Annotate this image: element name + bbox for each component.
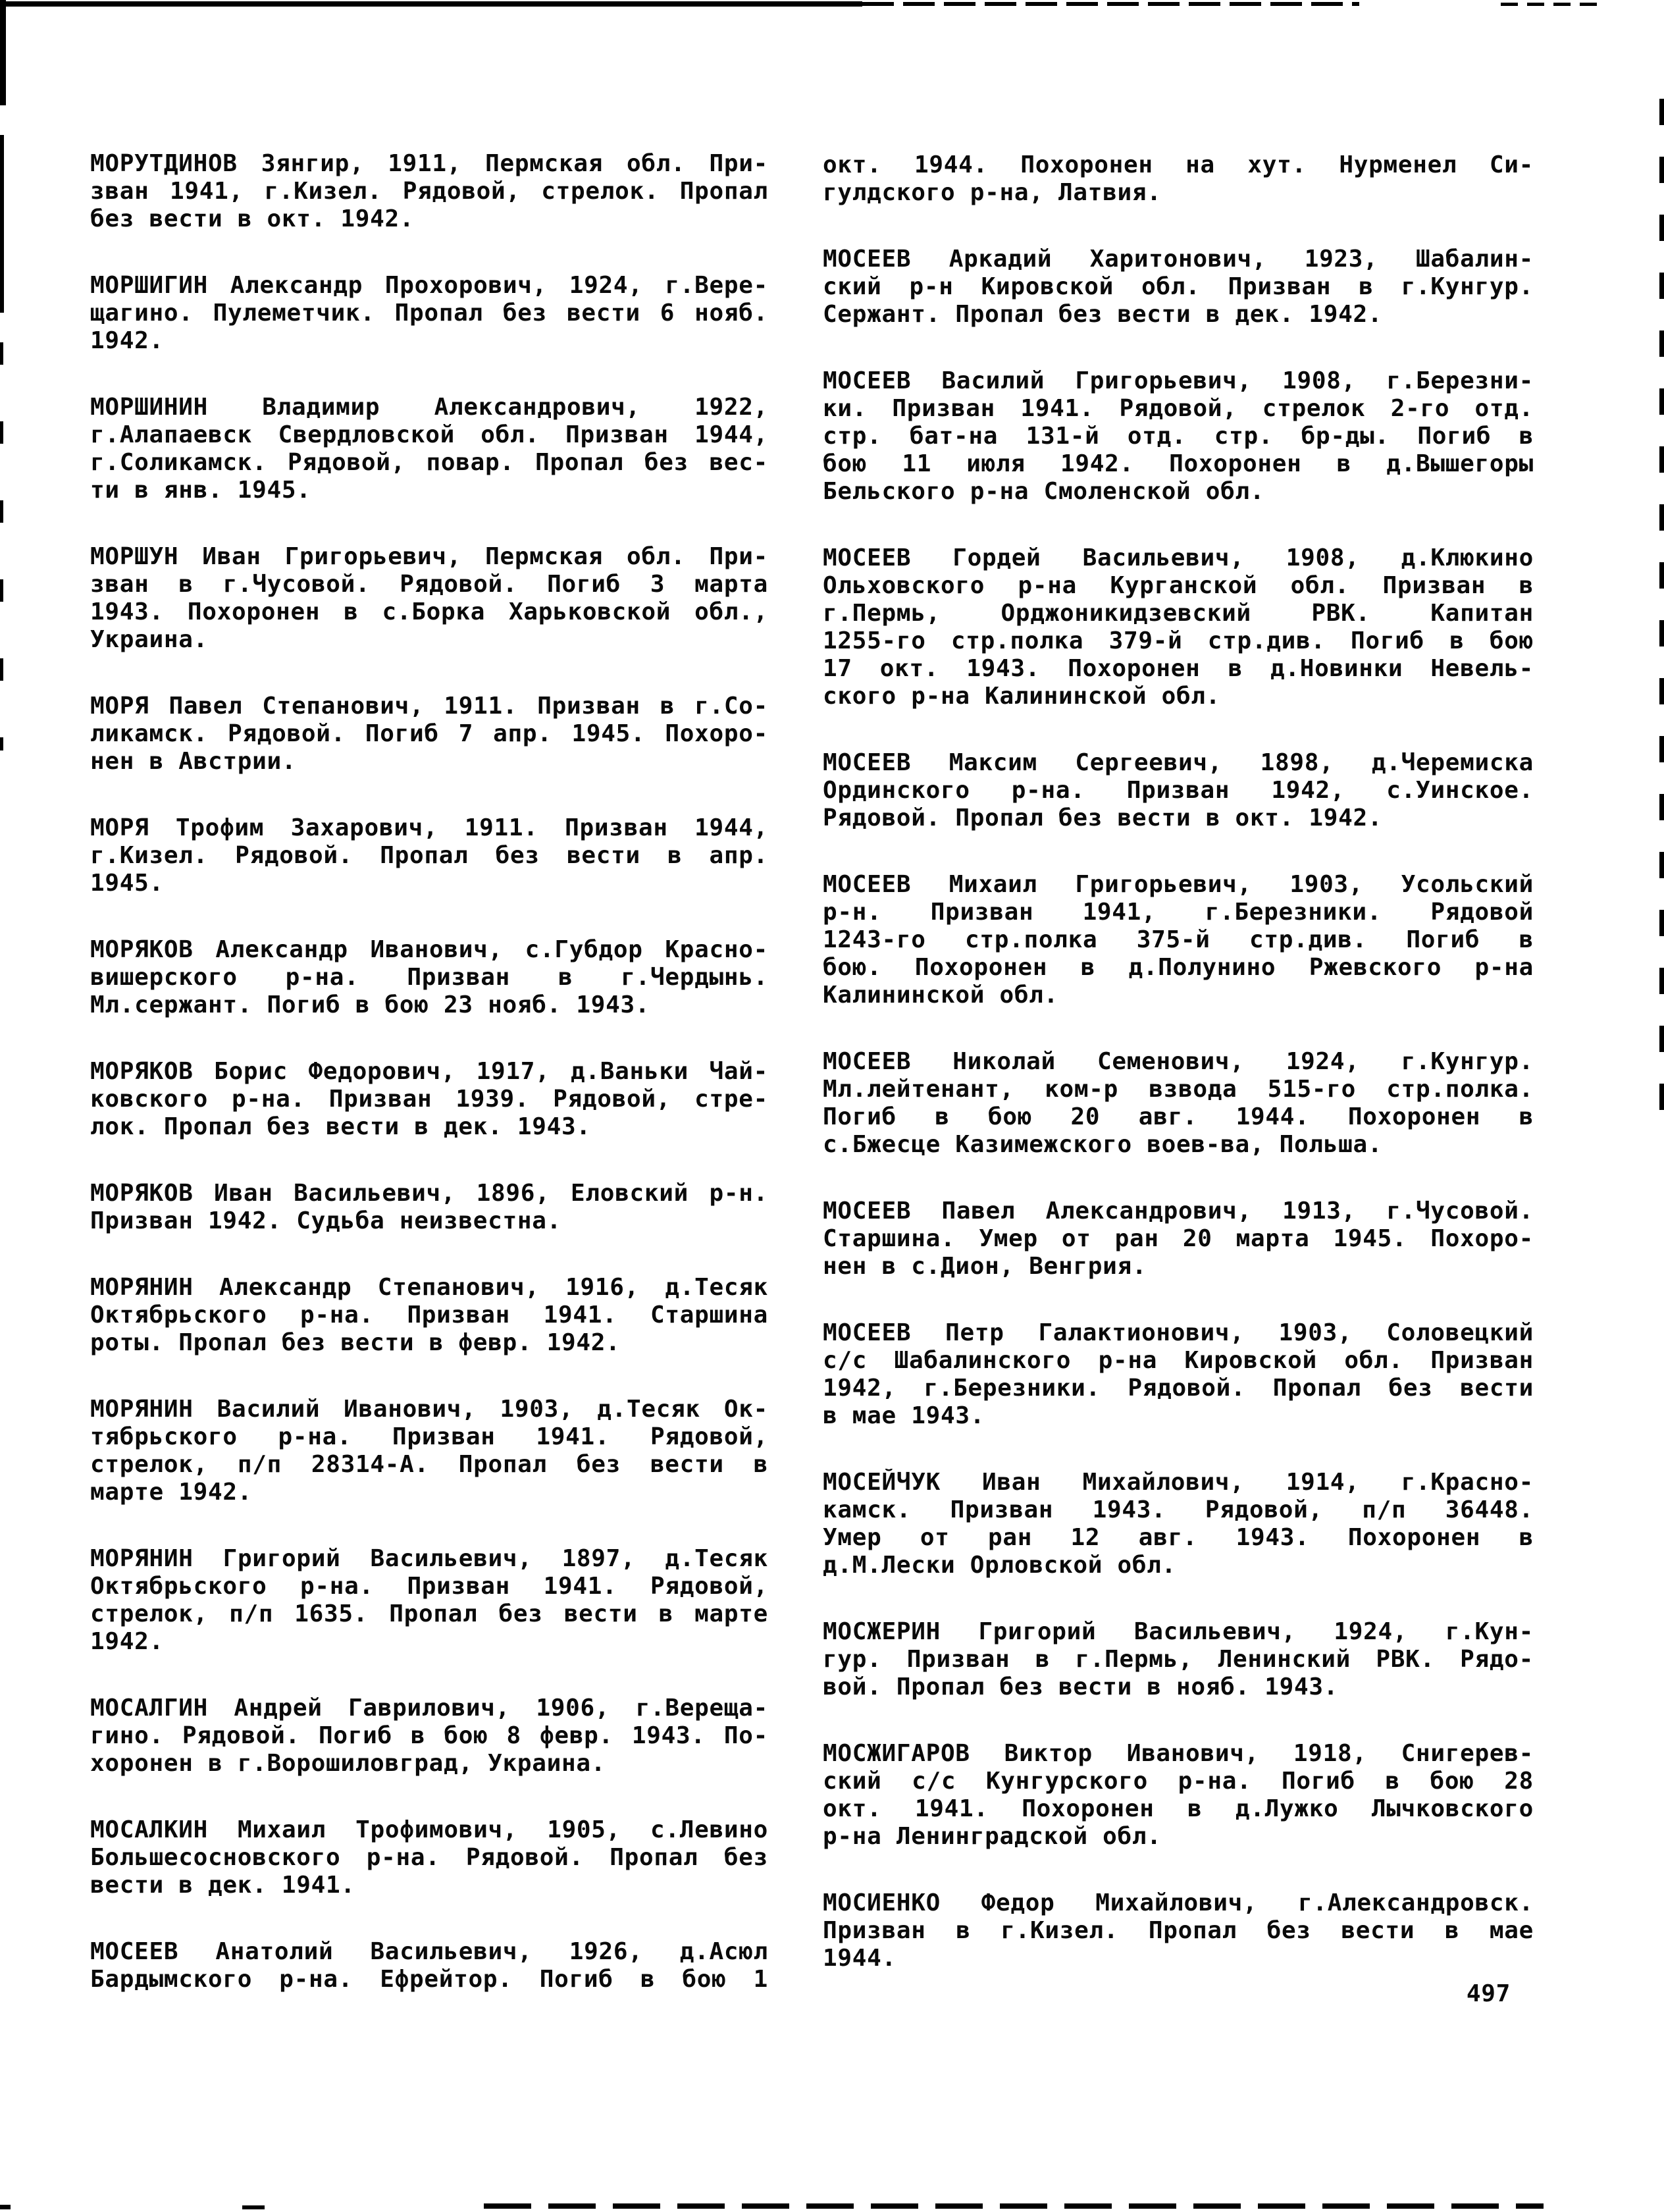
memorial-entry [823,367,1534,506]
entry-line: Призван в г.Кизел. Пропал без вести в мае [823,1917,1534,1944]
entry-line: щагино. Пулеметчик. Пропал без вести 6 нояб. [90,300,768,327]
entry-line: МОСЕЕВ Михаил Григорьевич, 1903, Усольский [823,871,1534,898]
memorial-entry [90,272,768,355]
entry-line: МОРЯНИН Василий Иванович, 1903, д.Тесяк Ок- [90,1396,768,1423]
memorial-entry [90,394,768,504]
entry-line: без вести в окт. 1942. [90,205,415,232]
entry-line: Погиб в бою 20 авг. 1944. Похоронен в [823,1103,1534,1130]
memorial-entry [90,150,768,233]
entry-line: Мл.лейтенант, ком-р взвода 515-го стр.полка. [823,1076,1534,1103]
memorial-entry [90,814,768,897]
right-column [823,151,1534,1972]
entry-line: МОРЯНИН Александр Степанович, 1916, д.Тесяк [90,1274,768,1301]
entry-line: камск. Призван 1943. Рядовой, п/п 36448. [823,1496,1534,1523]
scan-artifact-left-edge [0,0,6,105]
entry-line: 1942, г.Березники. Рядовой. Пропал без вести [823,1375,1534,1402]
entry-line: Ольховского р-на Курганской обл. Призван в [823,572,1534,599]
entry-line: Большесосновского р-на. Рядовой. Пропал без [90,1844,768,1871]
entry-line: с/с Шабалинского р-на Кировской обл. Призван [823,1347,1534,1374]
scan-artifact-top-edge-dashes [862,2,1359,6]
entry-line: МОСЖИГАРОВ Виктор Иванович, 1918, Снигерев- [823,1740,1534,1767]
entry-line: 1255-го стр.полка 379-й стр.див. Погиб в бою [823,627,1534,654]
memorial-entry [90,1695,768,1778]
memorial-entry [823,1889,1534,1972]
memorial-entry [823,1740,1534,1851]
memorial-entry [90,1545,768,1656]
scan-artifact-bottom-edge-dashes [484,2203,1544,2209]
entry-line: ский р-н Кировской обл. Призван в г.Кунгур. [823,273,1534,300]
memorial-entry [823,871,1534,1009]
memorial-entry [90,1396,768,1506]
memorial-entry [90,543,768,654]
entry-line: в мае 1943. [823,1402,985,1429]
entry-line: стрелок, п/п 1635. Пропал без вести в марте [90,1600,768,1627]
entry-line: Бардымского р-на. Ефрейтор. Погиб в бою 1 [90,1966,768,1993]
entry-line: ликамск. Рядовой. Погиб 7 апр. 1945. Похоро- [90,720,768,747]
entry-line: Призван 1942. Судьба неизвестна. [90,1207,561,1234]
memorial-entry [823,1469,1534,1579]
entry-line: МОРЯ Трофим Захарович, 1911. Призван 1944, [90,814,768,841]
entry-line: 1942. [90,327,164,354]
entry-line: р-на Ленинградской обл. [823,1823,1162,1850]
entry-line: ский с/с Кунгурского р-на. Погиб в бою 28 [823,1768,1534,1795]
entry-line: Октябрьского р-на. Призван 1941. Старшина [90,1302,768,1329]
entry-line: 1944. [823,1945,897,1972]
entry-line: МОРУТДИНОВ Зянгир, 1911, Пермская обл. При- [90,150,768,177]
memorial-entry [823,1048,1534,1159]
scan-artifact-right-edge-dashes [1659,99,1664,1126]
memorial-entry [90,693,768,776]
entry-line: Октябрьского р-на. Призван 1941. Рядовой, [90,1573,768,1600]
entry-line: тябрьского р-на. Призван 1941. Рядовой, [90,1423,768,1450]
memorial-entry-continuation [823,151,1534,207]
entry-line: МОСАЛГИН Андрей Гаврилович, 1906, г.Вереща- [90,1695,768,1722]
memorial-entry [823,246,1534,329]
entry-line: Ординского р-на. Призван 1942, с.Уинское. [823,777,1534,804]
entry-line: МОСЕЕВ Аркадий Харитонович, 1923, Шабалин- [823,246,1534,273]
entry-line: МОСЕЕВ Петр Галактионович, 1903, Соловецкий [823,1319,1534,1346]
entry-line: МОСАЛКИН Михаил Трофимович, 1905, с.Левино [90,1816,768,1843]
entry-line: вой. Пропал без вести в нояб. 1943. [823,1673,1339,1700]
entry-line: МОСЕЕВ Максим Сергеевич, 1898, д.Черемиска [823,749,1534,776]
memorial-entry [90,1816,768,1899]
entry-line: зван в г.Чусовой. Рядовой. Погиб 3 марта [90,571,768,598]
entry-line: МОСЖЕРИН Григорий Васильевич, 1924, г.Кун- [823,1618,1534,1645]
entry-line: МОСЕЙЧУК Иван Михайлович, 1914, г.Красно- [823,1469,1534,1496]
entry-line: 1943. Похоронен в с.Борка Харьковской обл., [90,598,768,625]
entry-line: МОРЯ Павел Степанович, 1911. Призван в г.Со- [90,693,768,720]
scan-artifact-top-edge [0,1,862,7]
entry-line: Украина. [90,626,208,653]
entry-line: Сержант. Пропал без вести в дек. 1942. [823,301,1383,328]
entry-line: зван 1941, г.Кизел. Рядовой, стрелок. Пропал [90,178,768,205]
entry-line: Мл.сержант. Погиб в бою 23 нояб. 1943. [90,991,650,1018]
entry-line: МОРЯКОВ Иван Васильевич, 1896, Еловский р-н. [90,1180,768,1207]
entry-line: нен в с.Дион, Венгрия. [823,1253,1147,1280]
memorial-entry [90,1058,768,1141]
entry-line: МОРШИГИН Александр Прохорович, 1924, г.Вере- [90,272,768,299]
scan-artifact-bottom-edge-dash [242,2205,265,2209]
entry-line: г.Кизел. Рядовой. Пропал без вести в апр. [90,842,768,869]
memorial-entry [90,1938,768,1993]
entry-line: р-н. Призван 1941, г.Березники. Рядовой [823,899,1534,926]
entry-line: с.Бжесце Казимежского воев-ва, Польша. [823,1131,1383,1158]
entry-line: г.Пермь, Орджоникидзевский РВК. Капитан [823,600,1534,627]
entry-line: ти в янв. 1945. [90,477,311,504]
memorial-entry [823,1618,1534,1701]
memorial-entry [90,1274,768,1357]
entry-line: роты. Пропал без вести в февр. 1942. [90,1329,621,1356]
scan-artifact-left-edge [0,135,4,313]
entry-line: МОСЕЕВ Николай Семенович, 1924, г.Кунгур. [823,1048,1534,1075]
entry-line: д.М.Лески Орловской обл. [823,1552,1176,1579]
entry-line: МОРЯНИН Григорий Васильевич, 1897, д.Тесяк [90,1545,768,1572]
left-column [90,150,768,1993]
entry-line: вести в дек. 1941. [90,1872,355,1899]
entry-line: Умер от ран 12 авг. 1943. Похоронен в [823,1524,1534,1551]
entry-line: г.Соликамск. Рядовой, повар. Пропал без вес- [90,449,768,476]
entry-line: ского р-на Калининской обл. [823,683,1221,710]
memorial-entry [90,936,768,1019]
entry-line: Бельского р-на Смоленской обл. [823,478,1265,505]
entry-line: стр. бат-на 131-й отд. стр. бр-ды. Погиб в [823,423,1534,450]
entry-line: МОРШИНИН Владимир Александрович, 1922, [90,394,768,421]
entry-line: гино. Рядовой. Погиб в бою 8 февр. 1943. По- [90,1722,768,1749]
entry-line: Рядовой. Пропал без вести в окт. 1942. [823,804,1383,831]
entry-line: МОСЕЕВ Василий Григорьевич, 1908, г.Березни- [823,367,1534,394]
entry-line: бою. Похоронен в д.Полунино Ржевского р-на [823,954,1534,981]
entry-line: гур. Призван в г.Пермь, Ленинский РВК. Рядо- [823,1646,1534,1673]
entry-line: МОРЯКОВ Борис Федорович, 1917, д.Ваньки Чай- [90,1058,768,1085]
page-number: 497 [1466,1980,1511,2007]
entry-line: ковского р-на. Призван 1939. Рядовой, стре- [90,1086,768,1113]
entry-line: ки. Призван 1941. Рядовой, стрелок 2-го отд. [823,395,1534,422]
entry-line: МОСЕЕВ Павел Александрович, 1913, г.Чусовой. [823,1198,1534,1224]
scan-artifact-left-edge-dashes [0,342,3,750]
entry-line: марте 1942. [90,1479,253,1506]
entry-line: хоронен в г.Ворошиловград, Украина. [90,1750,606,1777]
memorial-entry [823,749,1534,832]
scan-artifact-bottom-corner-mark [0,2205,11,2209]
entry-line: вишерского р-на. Призван в г.Чердынь. [90,964,768,991]
entry-line: бою 11 июля 1942. Похоронен в д.Вышегоры [823,450,1534,477]
entry-line: стрелок, п/п 28314-А. Пропал без вести в [90,1451,768,1478]
entry-line: МОСЕЕВ Гордей Васильевич, 1908, д.Клюкино [823,544,1534,571]
memorial-entry [823,1319,1534,1430]
entry-line: нен в Австрии. [90,748,297,775]
memorial-entry [823,544,1534,710]
entry-line: МОРЯКОВ Александр Иванович, с.Губдор Красно- [90,936,768,963]
entry-line: окт. 1941. Похоронен в д.Лужко Лычковского [823,1795,1534,1822]
entry-line: Калининской обл. [823,982,1058,1009]
entry-line: окт. 1944. Похоронен на хут. Нурменел Си- [823,151,1534,178]
entry-line: 1945. [90,870,164,897]
entry-line: МОСИЕНКО Федор Михайлович, г.Александровск. [823,1889,1534,1916]
entry-line: 17 окт. 1943. Похоронен в д.Новинки Невель- [823,655,1534,682]
entry-line: гулдского р-на, Латвия. [823,179,1162,206]
entry-line: МОРШУН Иван Григорьевич, Пермская обл. При- [90,543,768,570]
entry-line: 1942. [90,1628,164,1655]
entry-line: МОСЕЕВ Анатолий Васильевич, 1926, д.Асюл [90,1938,768,1965]
scan-artifact-top-edge-dashes [1501,3,1599,6]
entry-line: лок. Пропал без вести в дек. 1943. [90,1113,591,1140]
entry-line: 1243-го стр.полка 375-й стр.див. Погиб в [823,926,1534,953]
entry-line: г.Алапаевск Свердловской обл. Призван 1944, [90,421,768,448]
entry-line: Старшина. Умер от ран 20 марта 1945. Похоро- [823,1225,1534,1252]
memorial-entry [90,1180,768,1235]
memorial-entry [823,1198,1534,1280]
